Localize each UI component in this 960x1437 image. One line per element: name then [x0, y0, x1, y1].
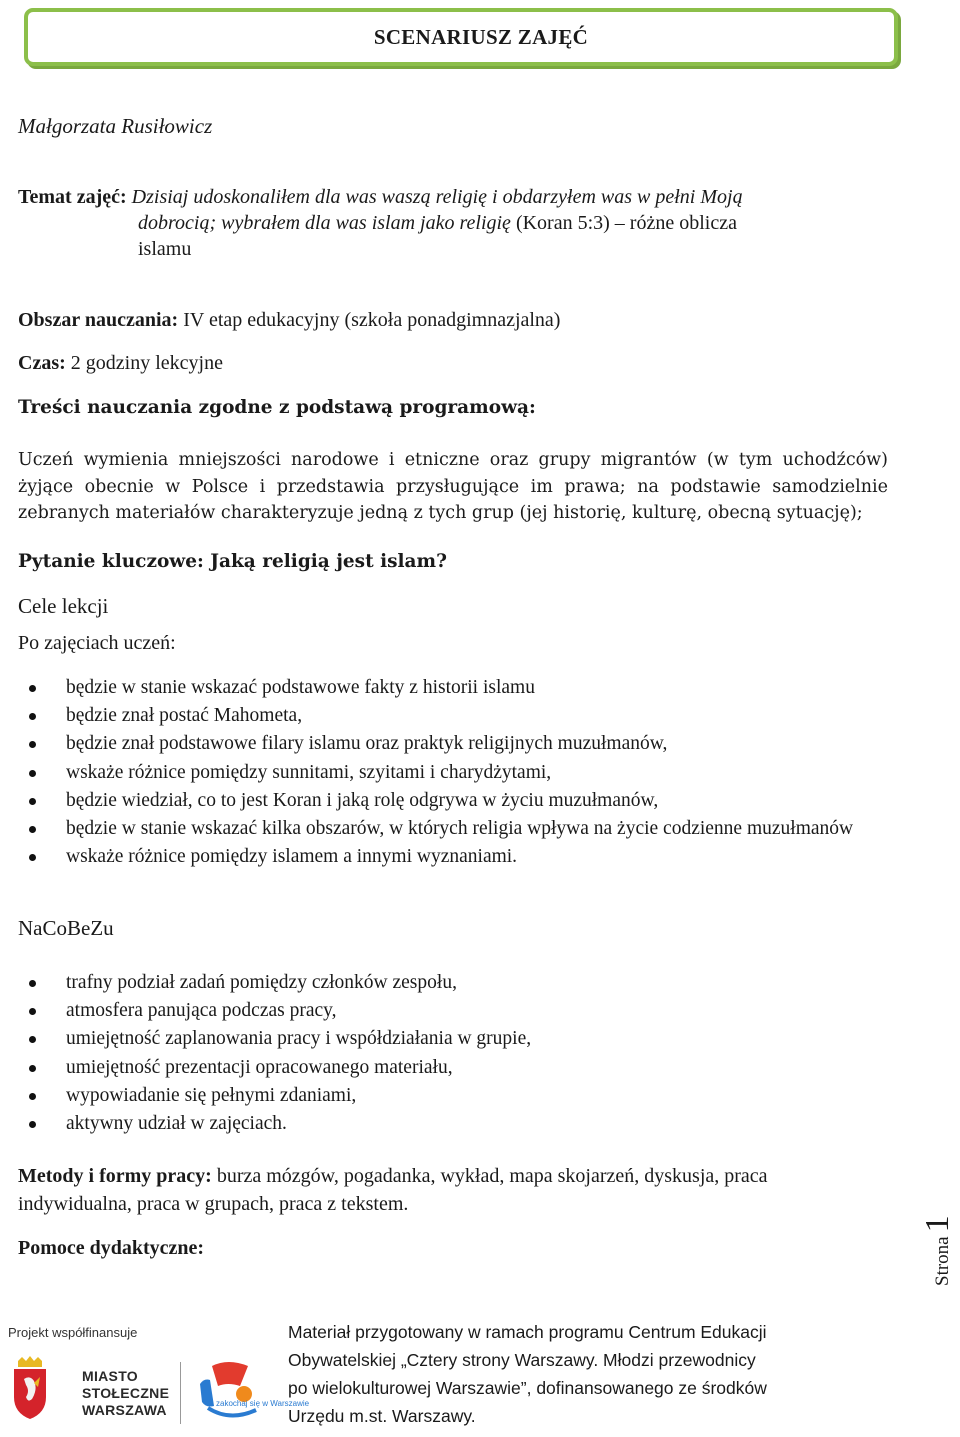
- list-item: wskaże różnice pomiędzy sunnitami, szyitami i charydżytami,: [18, 759, 886, 787]
- time-value: 2 godziny lekcyjne: [70, 352, 223, 374]
- list-item: wskaże różnice pomiędzy islamem a innymi wyznaniami.: [18, 843, 886, 871]
- footer-line-4: Urzędu m.st. Warszawy.: [288, 1406, 476, 1426]
- bullet-icon: [29, 1121, 36, 1128]
- city-logo-text: [82, 1368, 169, 1419]
- goals-heading: Cele lekcji: [18, 594, 109, 618]
- bullet-icon: [29, 685, 36, 692]
- topic-line-1: [18, 184, 898, 210]
- footer-text: [288, 1318, 848, 1430]
- logo2-text: zakochaj się w Warszawie: [216, 1399, 310, 1408]
- footer-line-1: Materiał przygotowany w ramach programu Centrum Edukacji: [288, 1322, 767, 1342]
- zakochaj-logo-icon: [194, 1356, 310, 1430]
- author-name: Małgorzata Rusiłowicz: [18, 114, 213, 138]
- document-title: SCENARIUSZ ZAJĘĆ: [373, 24, 589, 49]
- bullet-icon: [29, 826, 36, 833]
- footer-line-2: Obywatelskiej „Cztery strony Warszawy. Młodzi przewodnicy: [288, 1350, 756, 1370]
- bullet-icon: [29, 713, 36, 720]
- page-indicator: [915, 1200, 955, 1290]
- topic-text-2-italic: dobrocią; wybrałem dla was islam jako religię: [138, 212, 511, 234]
- content-label: Treści nauczania zgodne z podstawą programową:: [18, 397, 536, 418]
- title-box: [24, 8, 898, 66]
- city-logo-line-1: MIASTO: [82, 1368, 138, 1384]
- bullet-icon: [29, 1065, 36, 1072]
- bullet-icon: [29, 770, 36, 777]
- footer-line-3: po wielokulturowej Warszawie”, dofinansowanego ze środków: [288, 1378, 767, 1398]
- page-label: Strona: [932, 1236, 953, 1286]
- list-item: będzie znał podstawowe filary islamu oraz praktyk religijnych muzułmanów,: [18, 730, 886, 758]
- list-item: będzie w stanie wskazać podstawowe fakty z historii islamu: [18, 674, 886, 702]
- page-number: 1: [919, 1215, 956, 1233]
- area-value: IV etap edukacyjny (szkoła ponadgimnazjalna): [183, 309, 561, 331]
- content-text: Uczeń wymienia mniejszości narodowe i etniczne oraz grupy migrantów (w tym uchodźców) żyjące obecnie w Polsce i przedstawia przysługujące im prawa; na podstawie samodzielnie zebranych materiałów charakteryzuje jedną z tych grup (jej historię, kulturę, obecną sytuację);: [18, 450, 888, 523]
- city-logo-line-3: WARSZAWA: [82, 1402, 167, 1418]
- bullet-icon: [29, 1093, 36, 1100]
- bullet-icon: [29, 741, 36, 748]
- list-item: aktywny udział w zajęciach.: [18, 1110, 886, 1138]
- nacobezu-list: [18, 969, 886, 1138]
- goals-intro: Po zajęciach uczeń:: [18, 632, 176, 654]
- methods: [18, 1162, 898, 1218]
- list-item: będzie znał postać Mahometa,: [18, 702, 886, 730]
- cofinance-label: Projekt współfinansuje: [8, 1325, 138, 1340]
- list-item: umiejętność prezentacji opracowanego materiału,: [18, 1054, 886, 1082]
- time-label: Czas:: [18, 352, 66, 374]
- topic-text-3: islamu: [138, 238, 192, 260]
- footer-divider: [180, 1362, 181, 1424]
- area-line: [18, 307, 560, 333]
- bullet-icon: [29, 1036, 36, 1043]
- nacobezu-heading: NaCoBeZu: [18, 916, 114, 940]
- topic-text-2-rest: (Koran 5:3) – różne oblicza: [515, 212, 737, 234]
- list-item: będzie wiedział, co to jest Koran i jaką rolę odgrywa w życiu muzułmanów,: [18, 787, 886, 815]
- methods-label: Metody i formy pracy:: [18, 1165, 212, 1187]
- bullet-icon: [29, 798, 36, 805]
- key-question: Pytanie kluczowe: Jaką religią jest islam?: [18, 551, 447, 572]
- methods-text-1: burza mózgów, pogadanka, wykład, mapa skojarzeń, dyskusja, praca: [216, 1165, 768, 1187]
- topic-continuation: [138, 210, 858, 262]
- bullet-icon: [29, 980, 36, 987]
- list-item: będzie w stanie wskazać kilka obszarów, w których religia wpływa na życie codzienne muzułmanów: [18, 815, 886, 843]
- city-logo-line-2: STOŁECZNE: [82, 1385, 170, 1401]
- topic-label: Temat zajęć:: [18, 186, 127, 208]
- list-item: trafny podział zadań pomiędzy członków zespołu,: [18, 969, 886, 997]
- warsaw-crest-icon: [8, 1355, 52, 1421]
- list-item: wypowiadanie się pełnymi zdaniami,: [18, 1082, 886, 1110]
- bullet-icon: [29, 854, 36, 861]
- list-item: atmosfera panująca podczas pracy,: [18, 997, 886, 1025]
- aids-label: Pomoce dydaktyczne:: [18, 1237, 205, 1259]
- goals-list: [18, 674, 886, 871]
- list-item: umiejętność zaplanowania pracy i współdziałania w grupie,: [18, 1025, 886, 1053]
- bullet-icon: [29, 1008, 36, 1015]
- time-line: [18, 350, 223, 376]
- topic-text-1: Dzisiaj udoskonaliłem dla was waszą religię i obdarzyłem was w pełni Moją: [131, 186, 743, 208]
- area-label: Obszar nauczania:: [18, 309, 179, 331]
- methods-text-2: indywidualna, praca w grupach, praca z tekstem.: [18, 1193, 409, 1215]
